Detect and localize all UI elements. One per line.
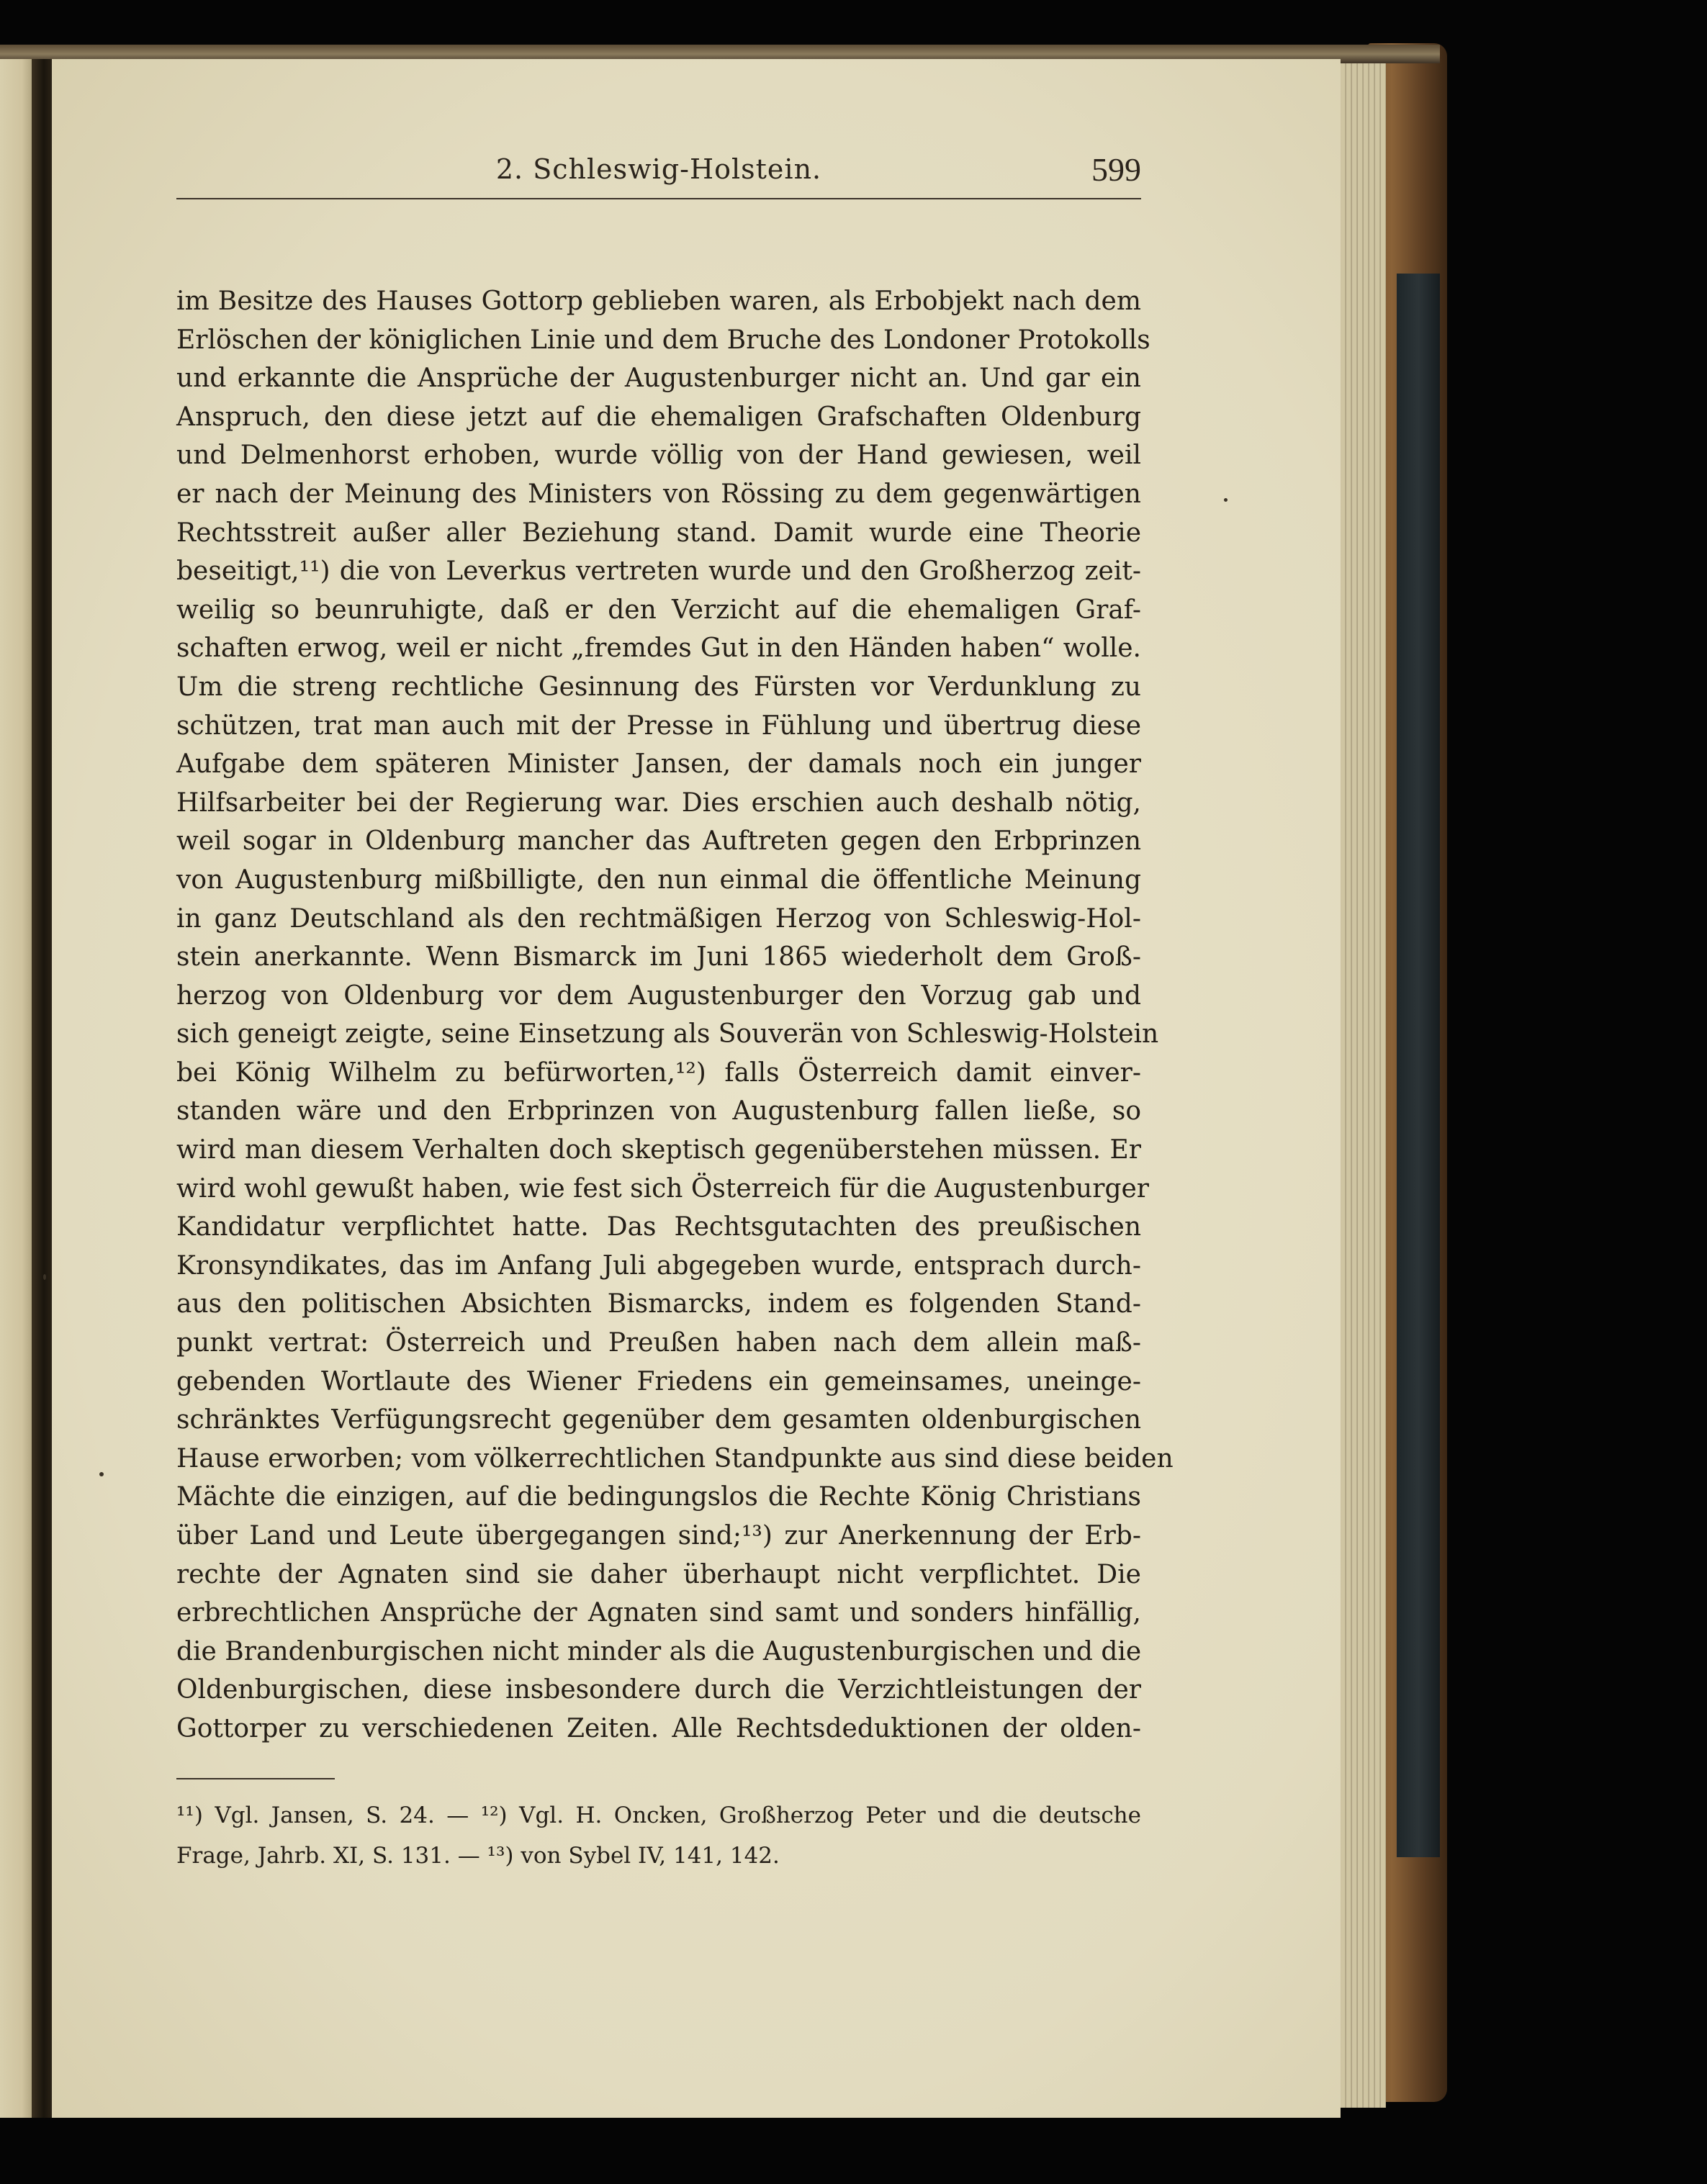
text-line: schaften erwog, weil er nicht „fremdes Gut in den Händen haben“ wolle.: [176, 633, 1141, 664]
text-line: Um die streng rechtliche Gesinnung des Fürsten vor Verdunklung zu: [176, 672, 1141, 702]
paper-speck: [1224, 498, 1228, 502]
page-number: 599: [1091, 151, 1141, 188]
footnotes: [176, 1795, 1141, 1876]
text-line: Oldenburgischen, diese insbesondere durch die Verzichtleistungen der: [176, 1675, 1141, 1705]
text-line: gebenden Wortlaute des Wiener Friedens ein gemeinsames, uneinge-: [176, 1366, 1141, 1396]
text-line: Erlöschen der königlichen Linie und dem Bruche des Londoner Protokolls: [176, 325, 1150, 355]
text-line: er nach der Meinung des Ministers von Rössing zu dem gegenwärtigen: [176, 479, 1141, 509]
text-line: Anspruch, den diese jetzt auf die ehemaligen Grafschaften Oldenburg: [176, 402, 1141, 432]
text-line: im Besitze des Hauses Gottorp geblieben waren, als Erbobjekt nach dem: [176, 286, 1141, 316]
text-line: schränktes Verfügungsrecht gegenüber dem gesamten oldenburgischen: [176, 1405, 1141, 1435]
text-line: stein anerkannte. Wenn Bismarck im Juni 1865 wiederholt dem Groß-: [176, 942, 1141, 973]
text-line: weil sogar in Oldenburg mancher das Auftreten gegen den Erbprinzen: [176, 826, 1141, 857]
text-line: Kronsyndikates, das im Anfang Juli abgegeben wurde, entsprach durch-: [176, 1250, 1141, 1281]
text-line: und erkannte die Ansprüche der Augustenburger nicht an. Und gar ein: [176, 364, 1141, 394]
text-line: in ganz Deutschland als den rechtmäßigen Herzog von Schleswig-Hol-: [176, 903, 1141, 934]
text-line: herzog von Oldenburg vor dem Augustenburger den Vorzug gab und: [176, 980, 1141, 1011]
text-line: von Augustenburg mißbilligte, den nun einmal die öffentliche Meinung: [176, 865, 1141, 895]
text-line: standen wäre und den Erbprinzen von Augustenburg fallen ließe, so: [176, 1096, 1141, 1127]
body-text: [176, 282, 1174, 1748]
facing-page-edge: [0, 59, 32, 2118]
text-line: punkt vertrat: Österreich und Preußen haben nach dem allein maß-: [176, 1328, 1141, 1358]
page-stack-edge: [1336, 63, 1386, 2108]
text-line: Hilfsarbeiter bei der Regierung war. Dies erschien auch deshalb nötig,: [176, 788, 1141, 818]
text-line: wird man diesem Verhalten doch skeptisch gegenüberstehen müssen. Er: [176, 1135, 1141, 1165]
text-line: Hause erworben; vom völkerrechtlichen Standpunkte aus sind diese beiden: [176, 1443, 1174, 1474]
paper-speck: [99, 1472, 104, 1476]
paper-speck: [43, 1274, 46, 1280]
footnote-rule: [176, 1778, 335, 1779]
text-line: und Delmenhorst erhoben, wurde völlig von der Hand gewiesen, weil: [176, 441, 1141, 471]
page-header: [176, 148, 1141, 199]
text-line: die Brandenburgischen nicht minder als die Augustenburgischen und die: [176, 1636, 1142, 1666]
text-line: wird wohl gewußt haben, wie fest sich Österreich für die Augustenburger: [176, 1173, 1150, 1204]
text-line: sich geneigt zeigte, seine Einsetzung als Souverän von Schleswig-Holstein: [176, 1019, 1159, 1050]
running-head: 2. Schleswig-Holstein.: [495, 153, 822, 185]
book-cover-cloth: [1397, 274, 1440, 1857]
text-line: Kandidatur verpflichtet hatte. Das Rechtsgutachten des preußischen: [176, 1212, 1141, 1242]
footnote-line: Frage, Jahrb. XI, S. 131. — ¹³) von Sybel IV, 141, 142.: [176, 1843, 780, 1869]
text-line: bei König Wilhelm zu befürworten,¹²) falls Österreich damit einver-: [176, 1057, 1141, 1088]
footnote-line: ¹¹) Vgl. Jansen, S. 24. — ¹²) Vgl. H. Oncken, Großherzog Peter und die deutsche: [176, 1802, 1141, 1828]
text-line: schützen, trat man auch mit der Presse in Fühlung und übertrug diese: [176, 710, 1141, 741]
book-gutter: [32, 59, 52, 2118]
text-line: Rechtsstreit außer aller Beziehung stand. Damit wurde eine Theorie: [176, 518, 1141, 548]
text-line: Aufgabe dem späteren Minister Jansen, der damals noch ein junger: [176, 749, 1141, 780]
text-line: beseitigt,¹¹) die von Leverkus vertreten wurde und den Großherzog zeit-: [176, 556, 1141, 587]
text-line: Gottorper zu verschiedenen Zeiten. Alle Rechtsdeduktionen der olden-: [176, 1713, 1141, 1743]
text-line: Mächte die einzigen, auf die bedingungslos die Rechte König Christians: [176, 1482, 1141, 1512]
text-line: aus den politischen Absichten Bismarcks, indem es folgenden Stand-: [176, 1289, 1141, 1319]
text-line: rechte der Agnaten sind sie daher überhaupt nicht verpflichtet. Die: [176, 1559, 1141, 1589]
text-line: über Land und Leute übergegangen sind;¹³) zur Anerkennung der Erb-: [176, 1521, 1141, 1551]
text-line: erbrechtlichen Ansprüche der Agnaten sind samt und sonders hinfällig,: [176, 1598, 1141, 1628]
text-line: weilig so beunruhigte, daß er den Verzicht auf die ehemaligen Graf-: [176, 595, 1141, 625]
